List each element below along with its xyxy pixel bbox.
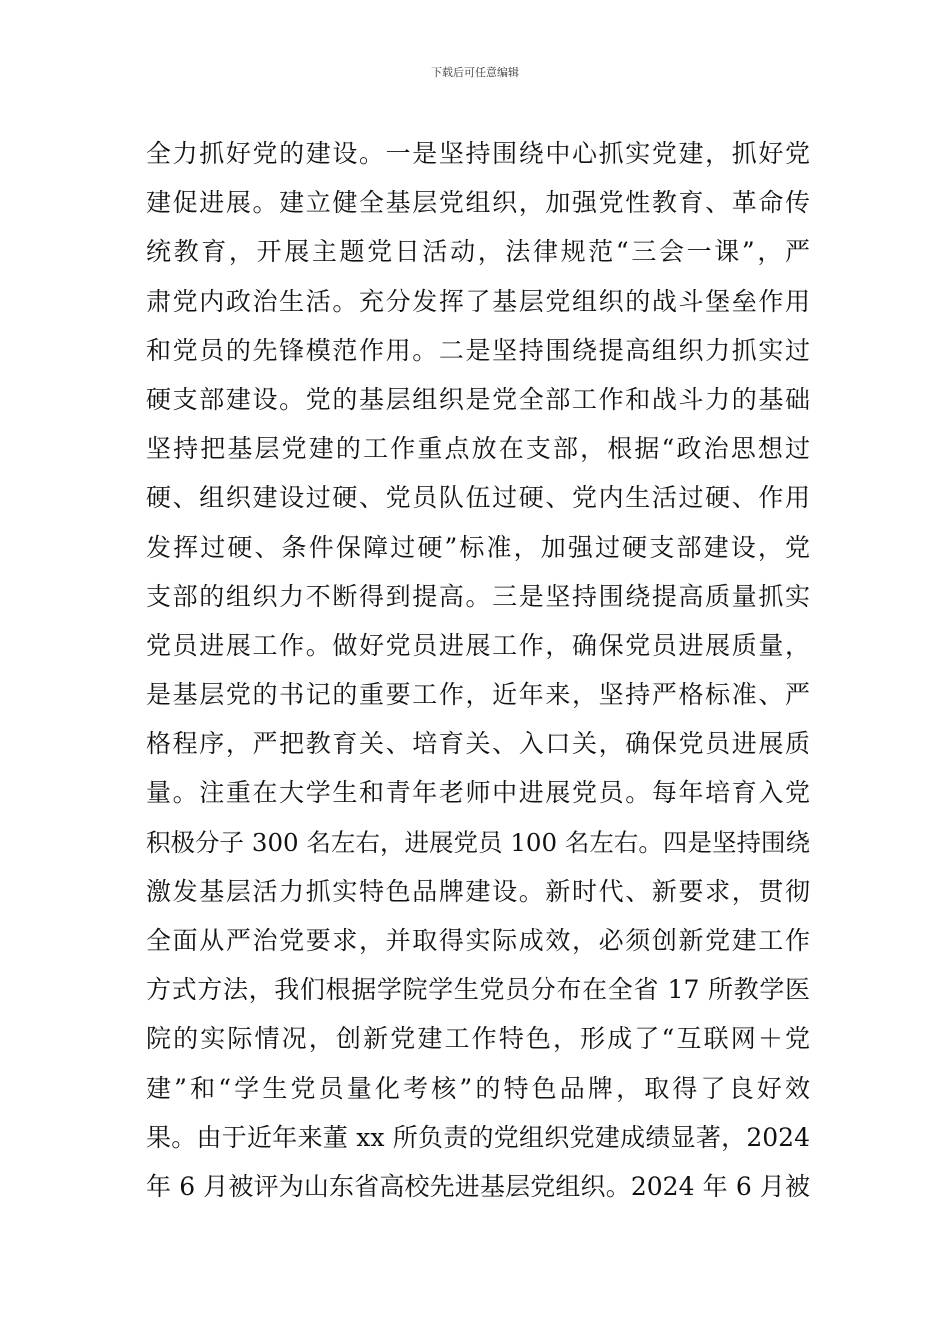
text-line: 全力抓好党的建设。一是坚持围绕中心抓实党建，抓好党 [146,139,810,168]
page-header-note: 下载后可任意编辑 [431,66,519,79]
text-line: 激发基层活力抓实特色品牌建设。新时代、新要求，贯彻 [146,876,810,906]
text-line: 院的实际情况，创新党建工作特色，形成了“互联网＋党 [146,1024,810,1054]
text-line: 果。由于近年来董 xx 所负责的党组织党建成绩显著，2024 [146,1122,810,1152]
text-line: 硬、组织建设过硬、党员队伍过硬、党内生活过硬、作用 [146,483,810,513]
text-line: 量。注重在大学生和青年老师中进展党员。每年培育入党 [146,778,810,808]
text-line: 统教育，开展主题党日活动，法律规范“三会一课”，严 [146,237,810,267]
text-line: 发挥过硬、条件保障过硬”标准，加强过硬支部建设，党 [146,532,810,562]
body-paragraph [146,129,810,1211]
text-line: 格程序，严把教育关、培育关、入口关，确保党员进展质 [146,729,810,759]
text-line: 建促进展。建立健全基层党组织，加强党性教育、革命传 [146,188,810,218]
text-line: 是基层党的书记的重要工作，近年来，坚持严格标准、严 [146,680,810,710]
text-line: 肃党内政治生活。充分发挥了基层党组织的战斗堡垒作用 [146,286,810,316]
text-line: 坚持把基层党建的工作重点放在支部，根据“政治思想过 [146,434,810,464]
text-line: 党员进展工作。做好党员进展工作，确保党员进展质量， [146,630,810,660]
text-line: 积极分子 300 名左右，进展党员 100 名左右。四是坚持围绕 [146,827,810,857]
text-line: 和党员的先锋模范作用。二是坚持围绕提高组织力抓实过 [146,335,810,365]
text-line: 支部的组织力不断得到提高。三是坚持围绕提高质量抓实 [146,581,810,611]
text-line: 硬支部建设。党的基层组织是党全部工作和战斗力的基础 [146,384,810,414]
text-line: 全面从严治党要求，并取得实际成效，必须创新党建工作 [146,926,810,955]
text-line: 方式方法，我们根据学院学生党员分布在全省 17 所教学医 [146,975,810,1005]
text-line: 建”和“学生党员量化考核”的特色品牌，取得了良好效 [146,1073,810,1103]
text-line: 年 6 月被评为山东省高校先进基层党组织。2024 年 6 月被 [146,1171,810,1201]
